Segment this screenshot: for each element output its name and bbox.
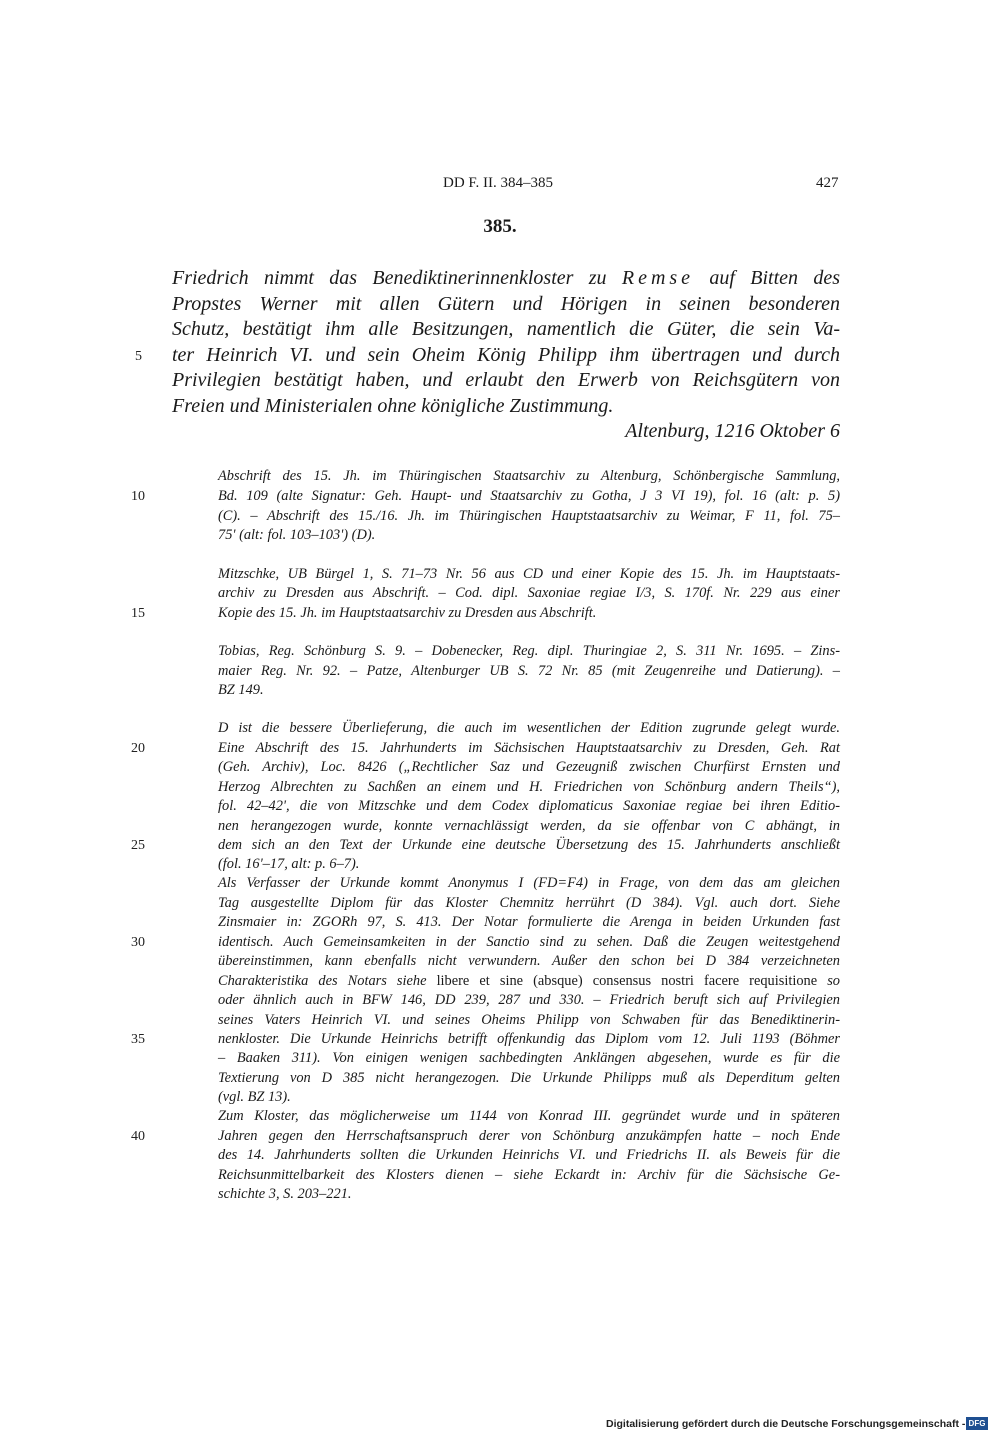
line-number: 20 (131, 741, 145, 756)
line-number: 35 (131, 1032, 145, 1047)
note-line: Zinsmaier in: ZGORh 97, S. 413. Der Notar formulierte die Arenga in beiden Urkunden fast (218, 914, 840, 930)
regest-line: Freien und Ministerialen ohne königliche Zustimmung. (172, 395, 614, 417)
note-line: Abschrift des 15. Jh. im Thüringischen Staatsarchiv zu Altenburg, Schönbergische Sammlung, (218, 468, 840, 484)
note-line: D ist die bessere Überlieferung, die auch im wesentlichen der Edition zugrunde gelegt wurde. (218, 720, 840, 736)
note-line: Tag ausgestellte Diplom für das Kloster Chemnitz herrührt (D 384). Vgl. auch dort. Siehe (218, 895, 840, 911)
place-date-line: Altenburg, 1216 Oktober 6 (625, 420, 840, 442)
document-number: 385. (483, 216, 517, 237)
line-number: 25 (131, 838, 145, 853)
note-line: (vgl. BZ 13). (218, 1089, 291, 1105)
note-line: fol. 42–42', die von Mitzschke und dem Codex diplomaticus Saxoniae regiae bei ihren Editio- (218, 798, 840, 814)
note-line: dem sich an den Text der Urkunde eine deutsche Übersetzung des 15. Jahrhunderts anschließt (218, 837, 840, 853)
note-line: identisch. Auch Gemeinsamkeiten in der Sanctio sind zu sehen. Daß die Zeugen weitestgehend (218, 934, 840, 950)
note-line: oder ähnlich auch in BFW 146, DD 239, 287 und 330. – Friedrich beruft sich auf Privilegien (218, 992, 840, 1008)
note-line: Eine Abschrift des 15. Jahrhunderts im Sächsischen Hauptstaatsarchiv zu Dresden, Geh. Rat (218, 740, 840, 756)
note-line: – Baaken 311). Von einigen wenigen sachbedingten Anklängen abgesehen, wurde es für die (218, 1050, 840, 1066)
note-line: BZ 149. (218, 682, 264, 698)
line-number: 40 (131, 1129, 145, 1144)
regest-line: Schutz, bestätigt ihm alle Besitzungen, namentlich die Güter, die sein Va- (172, 318, 840, 340)
note-line: Herzog Albrechten zu Sachßen an einem und H. Friedrichen von Schönburg andern Theils“), (218, 779, 840, 795)
note-line: archiv zu Dresden aus Abschrift. – Cod. dipl. Saxoniae regiae I/3, S. 170f. Nr. 229 aus einer (218, 585, 840, 601)
note-line: Textierung von D 385 nicht herangezogen. Die Urkunde Philipps muß als Deperditum gelten (218, 1070, 840, 1086)
note-line: Reichsunmittelbarkeit des Klosters dienen – siehe Eckardt in: Archiv für die Sächsische Ge- (218, 1167, 840, 1183)
note-line: (fol. 16'–17, alt: p. 6–7). (218, 856, 360, 872)
note-line: Tobias, Reg. Schönburg S. 9. – Dobenecker, Reg. dipl. Thuringiae 2, S. 311 Nr. 1695. – Zins- (218, 643, 840, 659)
note-line: nen herangezogen wurde, konnte vernachlässigt werden, da sie offenbar von C abhängt, in (218, 818, 840, 834)
note-line: (C). – Abschrift des 15./16. Jh. im Thüringischen Hauptstaatsarchiv zu Weimar, F 11, fol. 75– (218, 508, 840, 524)
note-line: seines Vaters Heinrich VI. und seines Oheims Philipp von Schwaben für das Benediktinerin- (218, 1012, 840, 1028)
note-line: Als Verfasser der Urkunde kommt Anonymus I (FD=F4) in Frage, von dem das am gleichen (218, 875, 840, 891)
note-line: Kopie des 15. Jh. im Hauptstaatsarchiv zu Dresden aus Abschrift. (218, 605, 597, 621)
note-line: Mitzschke, UB Bürgel 1, S. 71–73 Nr. 56 aus CD und einer Kopie des 15. Jh. im Hauptstaats- (218, 566, 840, 582)
page-number: 427 (816, 175, 839, 191)
latin-quotation: libere et sine (absque) consensus nostri facere requisitione (436, 973, 818, 989)
place-name: Remse (621, 267, 695, 289)
funding-credit: Digitalisierung gefördert durch die Deutsche Forschungsgemeinschaft - (606, 1418, 966, 1430)
note-line: Jahren gegen den Herrschaftsanspruch derer von Schönburg anzukämpfen hatte – noch Ende (218, 1128, 840, 1144)
regest-line: Friedrich nimmt das Benediktinerinnenkloster zu Remse auf Bitten des (172, 267, 840, 289)
note-line: Charakteristika des Notars siehe libere et sine (absque) consensus nostri facere requisitione so (218, 973, 841, 989)
running-head: DD F. II. 384–385 (443, 175, 554, 191)
dfg-logo: DFG (966, 1417, 988, 1430)
note-line: 75' (alt: fol. 103–103') (D). (218, 527, 376, 543)
line-number: 15 (131, 606, 145, 621)
regest-line: Privilegien bestätigt haben, und erlaubt den Erwerb von Reichsgütern von (172, 369, 840, 391)
note-line: nenkloster. Die Urkunde Heinrichs betrifft offenkundig das Diplom vom 12. Juli 1193 (Böhmer (218, 1031, 840, 1047)
line-number: 30 (131, 935, 145, 950)
note-line: schichte 3, S. 203–221. (218, 1186, 352, 1202)
regest-line: ter Heinrich VI. und sein Oheim König Philipp ihm übertragen und durch (172, 344, 840, 366)
note-line: maier Reg. Nr. 92. – Patze, Altenburger UB S. 72 Nr. 85 (mit Zeugenreihe und Datierung). – (218, 663, 840, 679)
note-line: Bd. 109 (alte Signatur: Geh. Haupt- und Staatsarchiv zu Gotha, J 3 VI 19), fol. 16 (alt: p. 5) (218, 488, 840, 504)
note-line: des 14. Jahrhunderts sollten die Urkunden Heinrichs VI. und Friedrichs II. als Beweis für die (218, 1147, 840, 1163)
line-number: 10 (131, 489, 145, 504)
regest-line: Propstes Werner mit allen Gütern und Hörigen in seinen besonderen (172, 293, 840, 315)
line-number: 5 (135, 349, 142, 364)
note-line: Zum Kloster, das möglicherweise um 1144 von Konrad III. gegründet wurde und in späteren (218, 1108, 840, 1124)
note-line: (Geh. Archiv), Loc. 8426 („Rechtlicher Saz und Gezeugniß zwischen Churfürst Ernsten und (218, 759, 840, 775)
note-line: übereinstimmen, kann ebenfalls nicht verwundern. Außer den schon bei D 384 verzeichneten (218, 953, 840, 969)
